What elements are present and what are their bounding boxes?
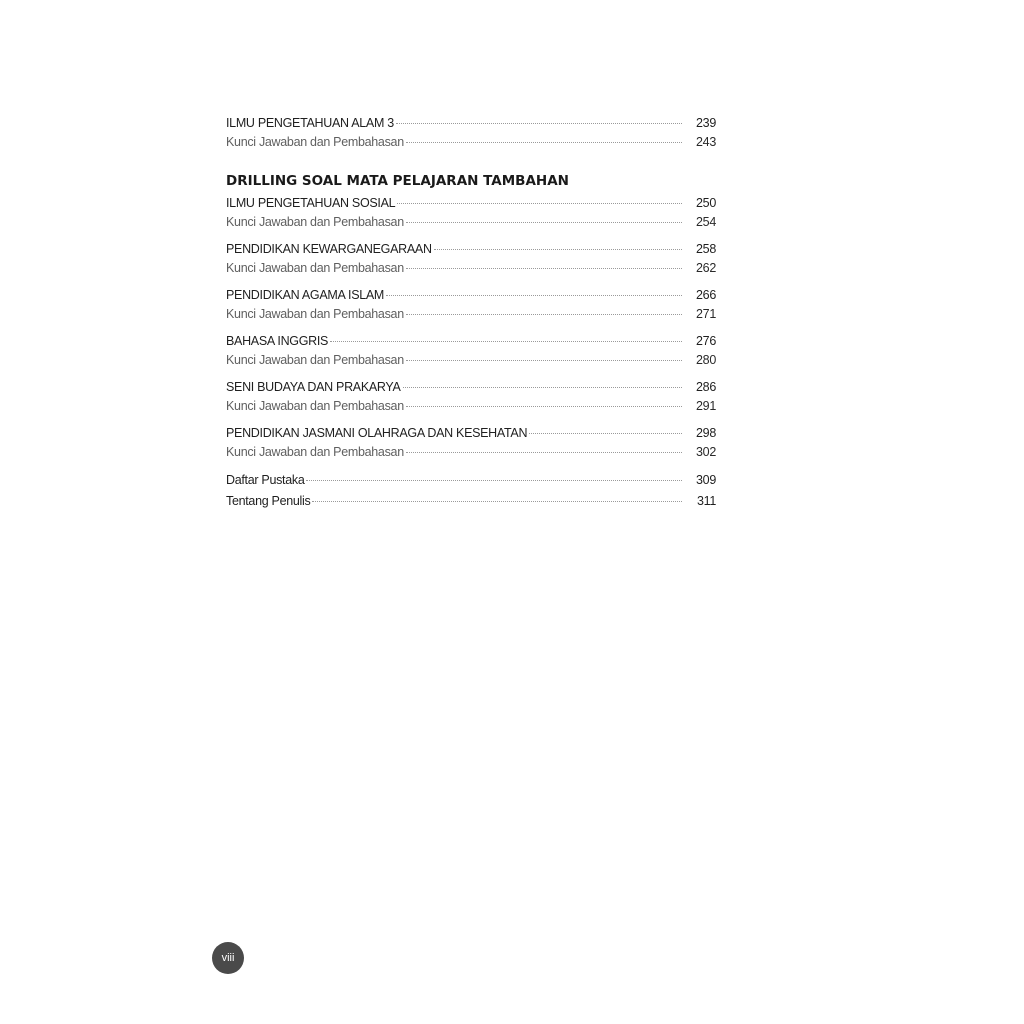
toc-entry-page: 266 [696, 288, 716, 302]
toc-entry-title: Kunci Jawaban dan Pembahasan [226, 135, 404, 149]
toc-entry-title: PENDIDIKAN AGAMA ISLAM [226, 288, 385, 302]
toc-entry-page: 302 [696, 445, 716, 459]
dot-leader [306, 480, 682, 481]
toc-entry-title: Kunci Jawaban dan Pembahasan [226, 399, 404, 413]
toc-entry-page: 254 [696, 215, 716, 229]
toc-entry [226, 424, 716, 443]
section-heading: DRILLING SOAL MATA PELAJARAN TAMBAHAN [226, 173, 569, 189]
toc-entry-title: Kunci Jawaban dan Pembahasan [226, 353, 404, 367]
dot-leader [529, 433, 682, 434]
toc-entry-page: 250 [696, 196, 716, 210]
dot-leader [386, 295, 682, 296]
toc-entry-title: Tentang Penulis [226, 494, 311, 508]
dot-leader [406, 452, 682, 453]
toc-entry-page: 243 [696, 135, 716, 149]
toc-entry-title: SENI BUDAYA DAN PRAKARYA [226, 380, 401, 394]
dot-leader [312, 501, 682, 502]
dot-leader [434, 249, 682, 250]
toc-entry-page: 298 [696, 426, 716, 440]
toc-entry-page: 262 [696, 261, 716, 275]
dot-leader [397, 203, 682, 204]
toc-entry-page: 311 [696, 494, 716, 508]
toc-entry-title: PENDIDIKAN KEWARGANEGARAAN [226, 242, 432, 256]
toc-entry [226, 194, 716, 213]
toc-entry [226, 114, 716, 133]
dot-leader [406, 142, 682, 143]
toc-subentry [226, 305, 716, 324]
dot-leader [406, 314, 682, 315]
toc-entry-page: 239 [696, 116, 716, 130]
toc-entry-title: ILMU PENGETAHUAN SOSIAL [226, 196, 396, 210]
toc-entry-title: Kunci Jawaban dan Pembahasan [226, 215, 404, 229]
toc-group [226, 332, 716, 370]
toc-entry-title: Kunci Jawaban dan Pembahasan [226, 261, 404, 275]
toc-entry [226, 332, 716, 351]
toc-group [226, 286, 716, 324]
toc-entry-page: 258 [696, 242, 716, 256]
dot-leader [406, 360, 682, 361]
toc-entry-page: 276 [696, 334, 716, 348]
toc-back-matter [226, 470, 716, 512]
dot-leader [406, 406, 682, 407]
toc-group [226, 240, 716, 278]
dot-leader [406, 268, 682, 269]
table-of-contents [226, 114, 716, 512]
toc-subentry [226, 351, 716, 370]
toc-entry-about-author [226, 491, 716, 512]
toc-entry-page: 271 [696, 307, 716, 321]
toc-entry [226, 240, 716, 259]
toc-subentry [226, 397, 716, 416]
toc-entry-title: Daftar Pustaka [226, 473, 305, 487]
toc-entry-title: Kunci Jawaban dan Pembahasan [226, 445, 404, 459]
toc-entry-bibliography [226, 470, 716, 491]
toc-entry-title: ILMU PENGETAHUAN ALAM 3 [226, 116, 394, 130]
toc-subentry [226, 133, 716, 152]
toc-entry-page: 291 [696, 399, 716, 413]
toc-entry-title: BAHASA INGGRIS [226, 334, 329, 348]
toc-subentry [226, 213, 716, 232]
toc-entry-page: 286 [696, 380, 716, 394]
toc-group [226, 194, 716, 232]
page-number-badge: viii [212, 942, 244, 974]
dot-leader [403, 387, 682, 388]
toc-group [226, 378, 716, 416]
toc-entry [226, 286, 716, 305]
toc-entry [226, 378, 716, 397]
toc-entry-page: 309 [696, 473, 716, 487]
dot-leader [406, 222, 682, 223]
toc-group-ipa [226, 114, 716, 152]
toc-group [226, 424, 716, 462]
toc-subentry [226, 259, 716, 278]
dot-leader [396, 123, 682, 124]
toc-entry-page: 280 [696, 353, 716, 367]
dot-leader [330, 341, 682, 342]
toc-subentry [226, 443, 716, 462]
toc-entry-title: Kunci Jawaban dan Pembahasan [226, 307, 404, 321]
toc-entry-title: PENDIDIKAN JASMANI OLAHRAGA DAN KESEHATAN [226, 426, 528, 440]
